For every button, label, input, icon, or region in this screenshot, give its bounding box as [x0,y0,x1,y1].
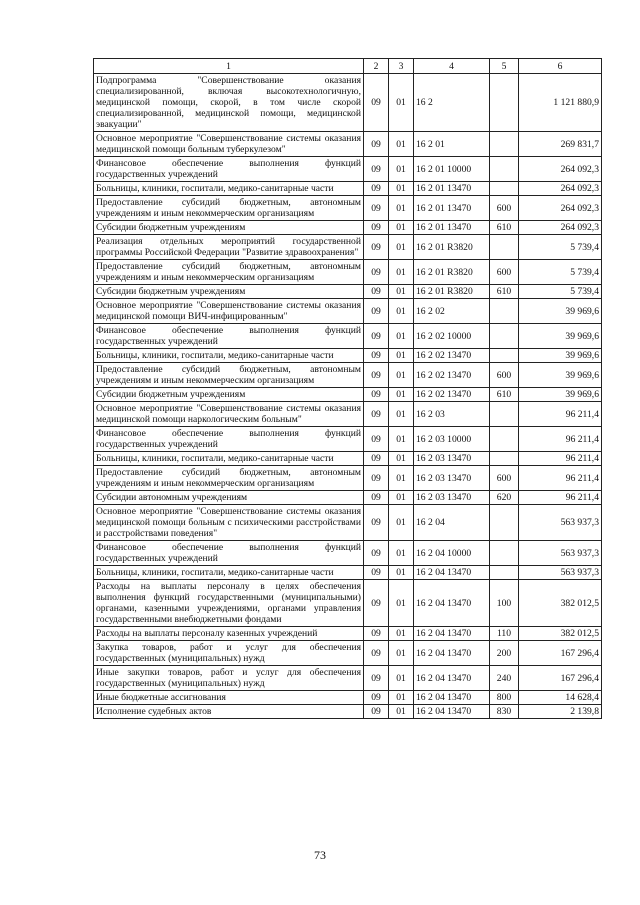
subsection-code-cell: 01 [389,691,414,705]
table-row [94,402,602,427]
section-code-cell: 09 [364,505,389,541]
subsection-code-cell: 01 [389,627,414,641]
subsection-code-cell: 01 [389,235,414,260]
section-code-cell: 09 [364,132,389,157]
amount-cell: 269 831,7 [519,132,602,157]
table-row [94,196,602,221]
table-row [94,157,602,182]
target-article-code-cell: 16 2 04 13470 [414,566,490,580]
subsection-code-cell: 01 [389,466,414,491]
expense-type-code-cell: 600 [490,196,519,221]
section-code-cell: 09 [364,157,389,182]
amount-cell: 264 092,3 [519,182,602,196]
subsection-code-cell: 01 [389,157,414,182]
section-code-cell: 09 [364,363,389,388]
expense-name-cell: Предоставление субсидий бюджетным, автономным учреждениям и иным некоммерческим организациям [94,466,364,491]
section-code-cell: 09 [364,285,389,299]
amount-cell: 563 937,3 [519,566,602,580]
table-row [94,691,602,705]
target-article-code-cell: 16 2 03 13470 [414,452,490,466]
table-row [94,666,602,691]
expense-type-code-cell [490,427,519,452]
subsection-code-cell: 01 [389,427,414,452]
target-article-code-cell: 16 2 04 13470 [414,627,490,641]
header-cell-4: 4 [414,59,490,74]
section-code-cell: 09 [364,235,389,260]
subsection-code-cell: 01 [389,641,414,666]
expense-type-code-cell [490,349,519,363]
section-code-cell: 09 [364,705,389,719]
section-code-cell: 09 [364,566,389,580]
expense-type-code-cell [490,505,519,541]
section-code-cell: 09 [364,349,389,363]
target-article-code-cell: 16 2 02 13470 [414,363,490,388]
table-row [94,221,602,235]
subsection-code-cell: 01 [389,182,414,196]
amount-cell: 563 937,3 [519,541,602,566]
amount-cell: 264 092,3 [519,221,602,235]
expense-type-code-cell [490,402,519,427]
table-row [94,541,602,566]
section-code-cell: 09 [364,74,389,132]
section-code-cell: 09 [364,196,389,221]
expense-type-code-cell [490,299,519,324]
header-cell-5: 5 [490,59,519,74]
table-body [94,74,602,719]
target-article-code-cell: 16 2 01 R3820 [414,235,490,260]
amount-cell: 96 211,4 [519,491,602,505]
subsection-code-cell: 01 [389,505,414,541]
target-article-code-cell: 16 2 04 10000 [414,541,490,566]
header-cell-3: 3 [389,59,414,74]
expense-type-code-cell [490,182,519,196]
section-code-cell: 09 [364,466,389,491]
table-row [94,235,602,260]
expense-name-cell: Закупка товаров, работ и услуг для обеспечения государственных (муниципальных) нужд [94,641,364,666]
target-article-code-cell: 16 2 01 13470 [414,196,490,221]
target-article-code-cell: 16 2 04 13470 [414,641,490,666]
expense-name-cell: Основное мероприятие "Совершенствование системы оказания медицинской помощи наркологическим больным" [94,402,364,427]
amount-cell: 39 969,6 [519,349,602,363]
subsection-code-cell: 01 [389,388,414,402]
subsection-code-cell: 01 [389,196,414,221]
expense-type-code-cell: 600 [490,363,519,388]
table-row [94,349,602,363]
expense-type-code-cell: 610 [490,285,519,299]
table-header [94,59,602,74]
amount-cell: 5 739,4 [519,260,602,285]
expense-name-cell: Предоставление субсидий бюджетным, автономным учреждениям и иным некоммерческим организациям [94,196,364,221]
table-row [94,132,602,157]
expense-type-code-cell [490,566,519,580]
expense-type-code-cell: 600 [490,466,519,491]
subsection-code-cell: 01 [389,74,414,132]
target-article-code-cell: 16 2 02 13470 [414,388,490,402]
target-article-code-cell: 16 2 04 13470 [414,705,490,719]
table-row [94,388,602,402]
header-row [94,59,602,74]
table-row [94,466,602,491]
table-row [94,452,602,466]
table-row [94,74,602,132]
expense-type-code-cell [490,132,519,157]
amount-cell: 382 012,5 [519,627,602,641]
amount-cell: 264 092,3 [519,157,602,182]
expense-name-cell: Субсидии автономным учреждениям [94,491,364,505]
subsection-code-cell: 01 [389,580,414,627]
section-code-cell: 09 [364,541,389,566]
amount-cell: 96 211,4 [519,402,602,427]
budget-table [93,58,602,719]
expense-type-code-cell [490,235,519,260]
expense-name-cell: Иные закупки товаров, работ и услуг для обеспечения государственных (муниципальных) нужд [94,666,364,691]
expense-name-cell: Субсидии бюджетным учреждениям [94,221,364,235]
amount-cell: 96 211,4 [519,466,602,491]
amount-cell: 167 296,4 [519,641,602,666]
target-article-code-cell: 16 2 03 13470 [414,491,490,505]
section-code-cell: 09 [364,580,389,627]
page-number: 73 [314,848,326,862]
section-code-cell: 09 [364,402,389,427]
table-row [94,580,602,627]
section-code-cell: 09 [364,627,389,641]
expense-name-cell: Субсидии бюджетным учреждениям [94,285,364,299]
amount-cell: 264 092,3 [519,196,602,221]
section-code-cell: 09 [364,452,389,466]
table-row [94,566,602,580]
amount-cell: 96 211,4 [519,452,602,466]
target-article-code-cell: 16 2 04 13470 [414,666,490,691]
expense-name-cell: Основное мероприятие "Совершенствование системы оказания медицинской помощи ВИЧ-инфицированным" [94,299,364,324]
amount-cell: 382 012,5 [519,580,602,627]
target-article-code-cell: 16 2 [414,74,490,132]
target-article-code-cell: 16 2 03 [414,402,490,427]
expense-name-cell: Финансовое обеспечение выполнения функций государственных учреждений [94,541,364,566]
target-article-code-cell: 16 2 01 13470 [414,221,490,235]
subsection-code-cell: 01 [389,260,414,285]
subsection-code-cell: 01 [389,566,414,580]
target-article-code-cell: 16 2 01 R3820 [414,285,490,299]
expense-type-code-cell: 610 [490,221,519,235]
expense-name-cell: Больницы, клиники, госпитали, медико-санитарные части [94,452,364,466]
section-code-cell: 09 [364,324,389,349]
target-article-code-cell: 16 2 02 10000 [414,324,490,349]
section-code-cell: 09 [364,666,389,691]
expense-type-code-cell: 110 [490,627,519,641]
table-row [94,627,602,641]
expense-type-code-cell [490,74,519,132]
table-row [94,260,602,285]
expense-name-cell: Больницы, клиники, госпитали, медико-санитарные части [94,182,364,196]
table-row [94,641,602,666]
expense-name-cell: Предоставление субсидий бюджетным, автономным учреждениям и иным некоммерческим организациям [94,260,364,285]
amount-cell: 167 296,4 [519,666,602,691]
subsection-code-cell: 01 [389,221,414,235]
amount-cell: 563 937,3 [519,505,602,541]
amount-cell: 39 969,6 [519,324,602,349]
target-article-code-cell: 16 2 03 13470 [414,466,490,491]
expense-name-cell: Финансовое обеспечение выполнения функций государственных учреждений [94,324,364,349]
target-article-code-cell: 16 2 02 [414,299,490,324]
subsection-code-cell: 01 [389,491,414,505]
amount-cell: 39 969,6 [519,299,602,324]
target-article-code-cell: 16 2 04 13470 [414,580,490,627]
expense-type-code-cell [490,452,519,466]
target-article-code-cell: 16 2 02 13470 [414,349,490,363]
expense-type-code-cell: 240 [490,666,519,691]
expense-name-cell: Основное мероприятие "Совершенствование системы оказания медицинской помощи больным туберкулезом" [94,132,364,157]
table-row [94,182,602,196]
amount-cell: 2 139,8 [519,705,602,719]
section-code-cell: 09 [364,491,389,505]
table-row [94,505,602,541]
expense-name-cell: Подпрограмма "Совершенствование оказания специализированной, включая высокотехнологичную, медицинской помощи, скорой, в том числе скорой специализированной, медицинской помощи, медицинской эвакуации" [94,74,364,132]
target-article-code-cell: 16 2 01 R3820 [414,260,490,285]
expense-type-code-cell [490,324,519,349]
table-row [94,285,602,299]
amount-cell: 39 969,6 [519,363,602,388]
subsection-code-cell: 01 [389,324,414,349]
table-row [94,363,602,388]
header-cell-2: 2 [364,59,389,74]
expense-name-cell: Исполнение судебных актов [94,705,364,719]
section-code-cell: 09 [364,299,389,324]
section-code-cell: 09 [364,641,389,666]
header-cell-6: 6 [519,59,602,74]
expense-type-code-cell: 830 [490,705,519,719]
expense-name-cell: Основное мероприятие "Совершенствование системы оказания медицинской помощи больным с психическими расстройствами и расстройствами поведения" [94,505,364,541]
expense-type-code-cell: 600 [490,260,519,285]
expense-type-code-cell: 620 [490,491,519,505]
expense-name-cell: Расходы на выплаты персоналу в целях обеспечения выполнения функций государственными (муниципальными) органами, казенными учреждениями, органами управления государственными внебюджетными фондами [94,580,364,627]
subsection-code-cell: 01 [389,452,414,466]
amount-cell: 5 739,4 [519,285,602,299]
expense-name-cell: Субсидии бюджетным учреждениям [94,388,364,402]
expense-name-cell: Больницы, клиники, госпитали, медико-санитарные части [94,566,364,580]
target-article-code-cell: 16 2 03 10000 [414,427,490,452]
expense-name-cell: Реализация отдельных мероприятий государственной программы Российской Федерации "Развитие здравоохранения" [94,235,364,260]
subsection-code-cell: 01 [389,349,414,363]
subsection-code-cell: 01 [389,666,414,691]
subsection-code-cell: 01 [389,402,414,427]
amount-cell: 14 628,4 [519,691,602,705]
subsection-code-cell: 01 [389,363,414,388]
amount-cell: 39 969,6 [519,388,602,402]
amount-cell: 96 211,4 [519,427,602,452]
subsection-code-cell: 01 [389,705,414,719]
table-row [94,299,602,324]
table-row [94,427,602,452]
expense-type-code-cell: 200 [490,641,519,666]
subsection-code-cell: 01 [389,541,414,566]
target-article-code-cell: 16 2 01 [414,132,490,157]
expense-name-cell: Финансовое обеспечение выполнения функций государственных учреждений [94,157,364,182]
subsection-code-cell: 01 [389,299,414,324]
target-article-code-cell: 16 2 04 [414,505,490,541]
expense-name-cell: Предоставление субсидий бюджетным, автономным учреждениям и иным некоммерческим организациям [94,363,364,388]
section-code-cell: 09 [364,427,389,452]
section-code-cell: 09 [364,388,389,402]
subsection-code-cell: 01 [389,132,414,157]
section-code-cell: 09 [364,182,389,196]
section-code-cell: 09 [364,260,389,285]
expense-type-code-cell: 100 [490,580,519,627]
expense-type-code-cell [490,157,519,182]
section-code-cell: 09 [364,691,389,705]
expense-name-cell: Расходы на выплаты персоналу казенных учреждений [94,627,364,641]
table-row [94,705,602,719]
expense-type-code-cell [490,541,519,566]
expense-name-cell: Финансовое обеспечение выполнения функций государственных учреждений [94,427,364,452]
table-row [94,324,602,349]
amount-cell: 1 121 880,9 [519,74,602,132]
section-code-cell: 09 [364,221,389,235]
target-article-code-cell: 16 2 04 13470 [414,691,490,705]
subsection-code-cell: 01 [389,285,414,299]
expense-type-code-cell: 610 [490,388,519,402]
target-article-code-cell: 16 2 01 13470 [414,182,490,196]
target-article-code-cell: 16 2 01 10000 [414,157,490,182]
table-row [94,491,602,505]
header-cell-1: 1 [94,59,364,74]
expense-name-cell: Больницы, клиники, госпитали, медико-санитарные части [94,349,364,363]
expense-type-code-cell: 800 [490,691,519,705]
amount-cell: 5 739,4 [519,235,602,260]
expense-name-cell: Иные бюджетные ассигнования [94,691,364,705]
